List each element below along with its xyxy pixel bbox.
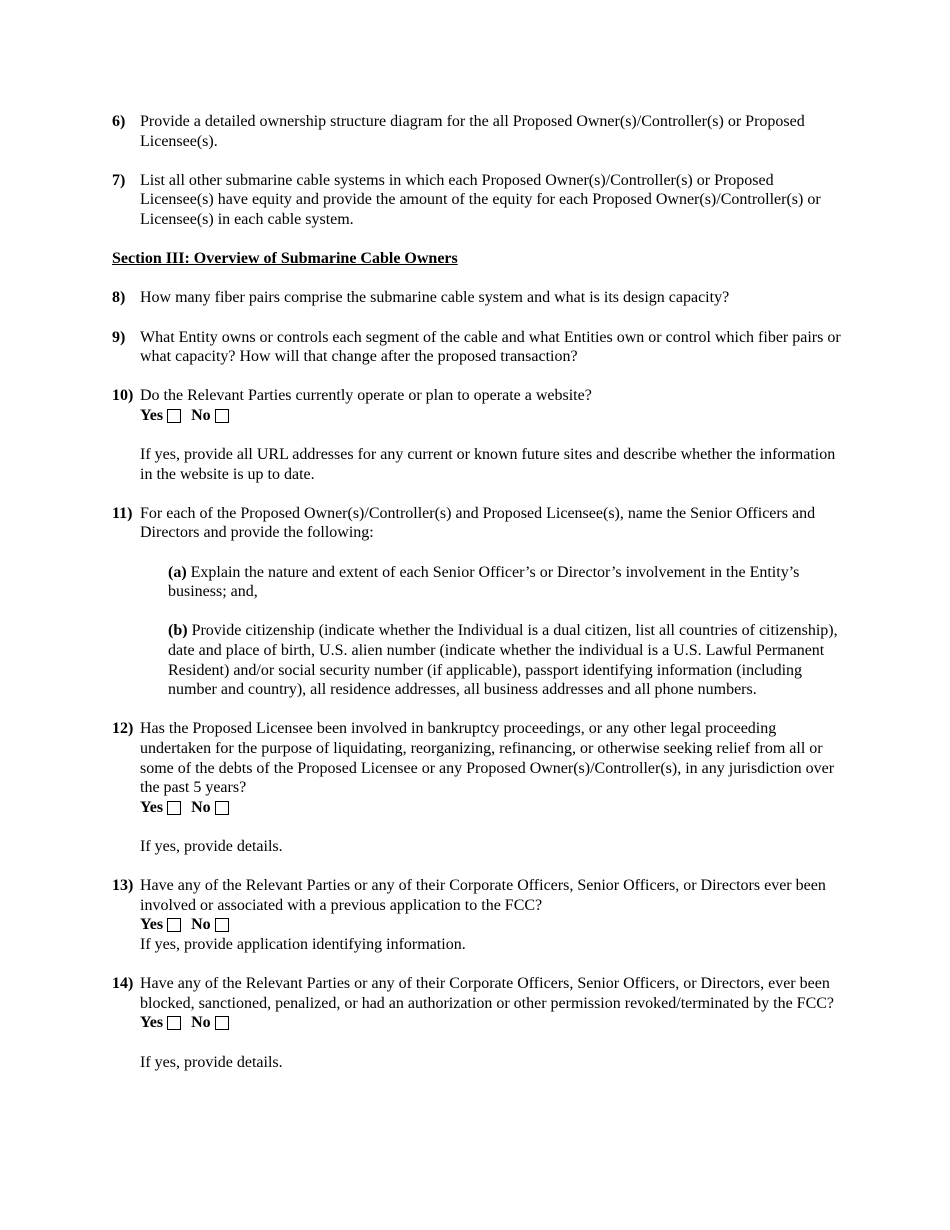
no-checkbox[interactable]: [215, 409, 229, 423]
no-label: No: [191, 406, 211, 424]
question-7: [112, 171, 842, 230]
question-text: What Entity owns or controls each segment of the cable and what Entities own or control which fiber pairs or what capacity? How will that change after the proposed transaction?: [140, 328, 841, 366]
question-10: [112, 386, 842, 484]
question-number: 10): [112, 387, 134, 405]
yes-checkbox[interactable]: [167, 918, 181, 932]
no-label: No: [191, 916, 211, 934]
question-text: Do the Relevant Parties currently operate or plan to operate a website?: [140, 387, 592, 405]
yes-checkbox[interactable]: [167, 409, 181, 423]
question-number: 9): [112, 328, 126, 346]
question-12: [112, 719, 842, 856]
question-number: 12): [112, 720, 134, 738]
question-number: 14): [112, 975, 134, 993]
question-11: [112, 504, 842, 700]
followup-text: If yes, provide application identifying information.: [140, 935, 466, 953]
question-number: 6): [112, 113, 126, 130]
followup-text: If yes, provide details.: [140, 1053, 283, 1071]
yes-no-options: [140, 406, 842, 426]
yes-label: Yes: [140, 406, 164, 424]
question-number: 11): [112, 504, 133, 522]
question-number: 8): [112, 289, 126, 307]
question-text: How many fiber pairs comprise the submarine cable system and what is its design capacity?: [140, 289, 730, 307]
question-9: [112, 328, 842, 367]
subitem-text: Provide citizenship (indicate whether the Individual is a dual citizen, list all countries of citizenship), date and place of birth, U.S. alien number (indicate whether the individual is a U.S. Lawful Permanent Resident) and/or social security number (if applicable), passport identifying information (including number and country), all residence addresses, all business addresses and all phone numbers.: [168, 622, 838, 699]
followup-text: If yes, provide details.: [140, 837, 283, 855]
yes-label: Yes: [140, 1014, 164, 1032]
no-checkbox[interactable]: [215, 801, 229, 815]
question-text: Have any of the Relevant Parties or any of their Corporate Officers, Senior Officers, or Directors, ever been blocked, sanctioned, penalized, or had an authorization or other permission revoked/terminated by the FCC?: [140, 975, 835, 1012]
question-number: 13): [112, 877, 134, 895]
question-text: Has the Proposed Licensee been involved in bankruptcy proceedings, or any other legal proceeding undertaken for the purpose of liquidating, reorganizing, refinancing, or otherwise seeking relief from all or some of the debts of the Proposed Licensee or any Proposed Owner(s)/Controller(s), in any jurisdiction over the past 5 years?: [140, 720, 835, 797]
question-text: Have any of the Relevant Parties or any of their Corporate Officers, Senior Officers, or Directors ever been involved or associated with a previous application to the FCC?: [140, 877, 826, 914]
subitem-b: [168, 621, 842, 699]
subitem-label: (b): [168, 622, 188, 640]
no-checkbox[interactable]: [215, 918, 229, 932]
question-text: Provide a detailed ownership structure diagram for the all Proposed Owner(s)/Controller(s) or Proposed Licensee(s).: [140, 113, 805, 150]
question-number: 7): [112, 171, 126, 189]
no-label: No: [191, 1014, 211, 1032]
subitem-text: Explain the nature and extent of each Senior Officer’s or Director’s involvement in the Entity’s business; and,: [168, 563, 800, 601]
subitem-a: [168, 563, 842, 602]
question-13: [112, 876, 842, 954]
yes-label: Yes: [140, 798, 164, 816]
yes-no-options: [140, 798, 842, 818]
yes-label: Yes: [140, 916, 164, 934]
no-checkbox[interactable]: [215, 1016, 229, 1030]
followup-text: If yes, provide all URL addresses for any current or known future sites and describe whether the information in the website is up to date.: [140, 446, 836, 483]
yes-no-options: [140, 1013, 842, 1033]
question-6: [112, 112, 842, 151]
no-label: No: [191, 798, 211, 816]
section-heading: Section III: Overview of Submarine Cable Owners: [112, 250, 458, 268]
yes-checkbox[interactable]: [167, 1016, 181, 1030]
question-14: [112, 974, 842, 1072]
question-text: For each of the Proposed Owner(s)/Controller(s) and Proposed Licensee(s), name the Senior Officers and Directors and provide the following:: [140, 504, 816, 542]
yes-no-options: [140, 915, 842, 935]
question-8: [112, 288, 842, 308]
question-text: List all other submarine cable systems in which each Proposed Owner(s)/Controller(s) or Proposed Licensee(s) have equity and provide the amount of the equity for each Proposed Owner(s)/Controller(s) or Licensee(s) in each cable system.: [140, 171, 821, 228]
yes-checkbox[interactable]: [167, 801, 181, 815]
subitem-label: (a): [168, 563, 187, 581]
document-page: [112, 112, 842, 1092]
